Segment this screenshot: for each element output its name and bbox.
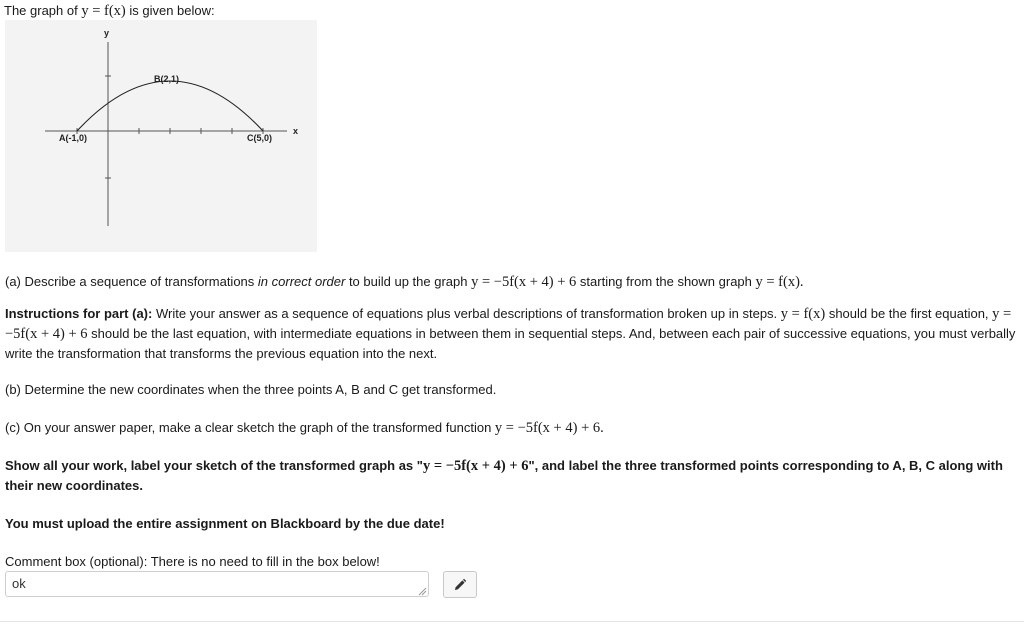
part-b-question: (b) Determine the new coordinates when the three points A, B and C get transformed. <box>5 382 497 397</box>
part-a-question: (a) Describe a sequence of transformations in correct order to build up the graph y = −5f(x + 4) + 6 starting from the shown graph y = f(x). <box>5 274 804 290</box>
part-a-target-equation: y = −5f(x + 4) + 6 <box>471 274 577 290</box>
intro-text: The graph of y = f(x) is given below: <box>4 3 215 19</box>
part-c-question: (c) On your answer paper, make a clear sketch the graph of the transformed function y = −5f(x + 4) + 6. <box>5 420 604 436</box>
resize-grip-icon[interactable] <box>417 586 427 596</box>
comment-label: Comment box (optional): There is no need to fill in the box below! <box>5 554 380 569</box>
y-axis-label: y <box>104 28 110 38</box>
point-c-label: C(5,0) <box>247 133 273 143</box>
function-curve <box>77 81 263 131</box>
comment-textarea[interactable] <box>5 571 429 597</box>
point-b-label: B(2,1) <box>154 74 180 84</box>
edit-button[interactable] <box>443 571 477 598</box>
part-a-start-equation: y = f(x). <box>755 274 804 290</box>
graph-svg <box>5 20 317 252</box>
upload-notice: You must upload the entire assignment on Blackboard by the due date! <box>5 516 445 531</box>
intro-equation: y = f(x) <box>81 3 126 19</box>
bottom-divider <box>0 621 1024 622</box>
x-axis-label: x <box>293 126 299 136</box>
pencil-icon <box>453 578 467 592</box>
function-graph <box>5 20 317 252</box>
point-a-label: A(-1,0) <box>59 133 88 143</box>
show-work-instruction: Show all your work, label your sketch of the transformed graph as "y = −5f(x + 4) + 6", and label the three transformed points corresponding to A, B, C along with their new coordinates. <box>5 458 1003 493</box>
part-a-instructions: Instructions for part (a): Write your answer as a sequence of equations plus verbal descriptions of transformation broken up in steps. y = f(x) should be the first equation, y = −5f(x + 4) + 6 should be the last equation, with intermediate equations in between them in sequential steps. And, between each pair of successive equations, you must verbally write the transformation that transforms the previous equation into the next. <box>5 306 1016 361</box>
